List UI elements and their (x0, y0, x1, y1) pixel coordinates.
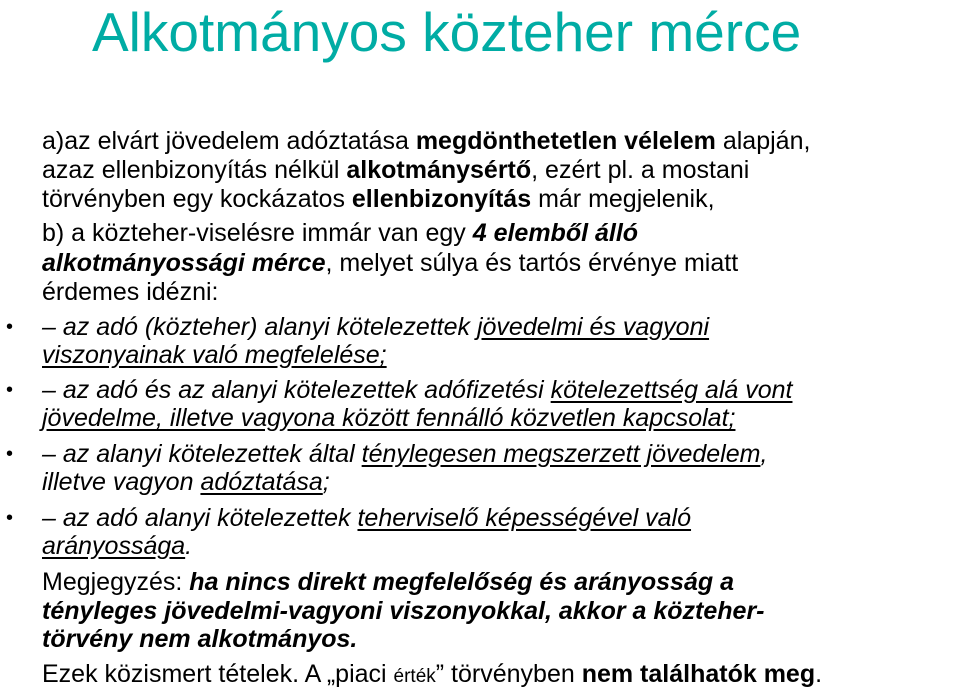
bold-italic-text: 4 elemből álló (472, 219, 639, 247)
text: már megjelenik, (531, 185, 715, 213)
underlined-text: jövedelmi és vagyoni (476, 313, 710, 341)
bold-italic-text: ha nincs direkt megfelelőség és arányosság a (189, 568, 734, 596)
italic-text: – az alanyi kötelezettek által (42, 440, 362, 468)
underlined-text: teherviselő képességével való (357, 504, 692, 532)
text: b) a közteher-viselésre immár van egy (42, 219, 473, 247)
italic-text: ; (322, 468, 330, 496)
bold-text: alkotmánysértő (346, 156, 532, 184)
bullet-icon: • (6, 379, 14, 401)
bullet-4-line-1 (42, 503, 691, 533)
note-line-2 (42, 596, 765, 626)
text: ” törvényben (435, 660, 582, 688)
intro-a-line-1 (42, 126, 810, 156)
underlined-text: ténylegesen megszerzett jövedelem (361, 440, 761, 468)
italic-text: illetve vagyon (42, 468, 201, 496)
bold-text: nem találhatók meg (581, 660, 816, 688)
bullet-1-line-2 (42, 340, 387, 370)
underlined-text: viszonyainak való megfelelése; (42, 341, 387, 369)
small-text: érték (393, 666, 436, 687)
bullet-2-line-2 (42, 403, 735, 433)
closing-line (42, 659, 822, 692)
intro-a-line-3 (42, 184, 715, 214)
underlined-text: kötelezettség alá vont (550, 376, 793, 404)
text: , ezért pl. a mostani (531, 156, 750, 184)
bold-text: ellenbizonyítás (351, 185, 532, 213)
italic-text: – az adó alanyi kötelezettek (42, 504, 358, 532)
text: alapján, (715, 127, 811, 155)
bullet-4-line-2 (42, 531, 192, 561)
intro-b-line-3 (42, 277, 218, 307)
note-line-3 (42, 624, 357, 654)
bold-italic-text: alkotmányossági mérce (42, 249, 326, 277)
intro-a-line-2 (42, 155, 749, 185)
italic-text: . (185, 532, 193, 560)
bullet-icon: • (6, 443, 14, 465)
bold-italic-text: tényleges jövedelmi-vagyoni viszonyokkal, akkor a közteher- (42, 597, 765, 625)
bold-italic-text: törvény nem alkotmányos. (42, 625, 358, 653)
bullet-icon: • (6, 507, 14, 529)
intro-b-line-1 (42, 218, 638, 248)
italic-text: , (760, 440, 768, 468)
text: Ezek közismert tételek. A „piaci (42, 660, 394, 688)
text: . (815, 660, 823, 688)
text: érdemes idézni: (42, 278, 219, 306)
text: a)az elvárt jövedelem adóztatása (42, 127, 416, 155)
note-line-1 (42, 567, 734, 597)
bullet-3-line-1 (42, 439, 767, 469)
bullet-2-line-1 (42, 375, 792, 405)
italic-text: – az adó és az alanyi kötelezettek adófizetési (42, 376, 551, 404)
text: törvényben egy kockázatos (42, 185, 352, 213)
underlined-text: jövedelme, illetve vagyona között fennálló közvetlen kapcsolat; (42, 404, 736, 432)
bullet-1-line-1 (42, 312, 709, 342)
italic-text: – az adó (közteher) alanyi kötelezettek (42, 313, 477, 341)
underlined-text: arányossága (42, 532, 186, 560)
note-label: Megjegyzés: (42, 568, 190, 596)
text: azaz ellenbizonyítás nélkül (42, 156, 347, 184)
underlined-text: adóztatása (200, 468, 323, 496)
bullet-3-line-2 (42, 467, 330, 497)
bold-text: megdönthetetlen vélelem (415, 127, 716, 155)
intro-b-line-2 (42, 248, 738, 278)
bullet-icon: • (6, 316, 14, 338)
text: , melyet súlya és tartós érvénye miatt (325, 249, 739, 277)
slide-title: Alkotmányos közteher mérce (92, 1, 802, 63)
